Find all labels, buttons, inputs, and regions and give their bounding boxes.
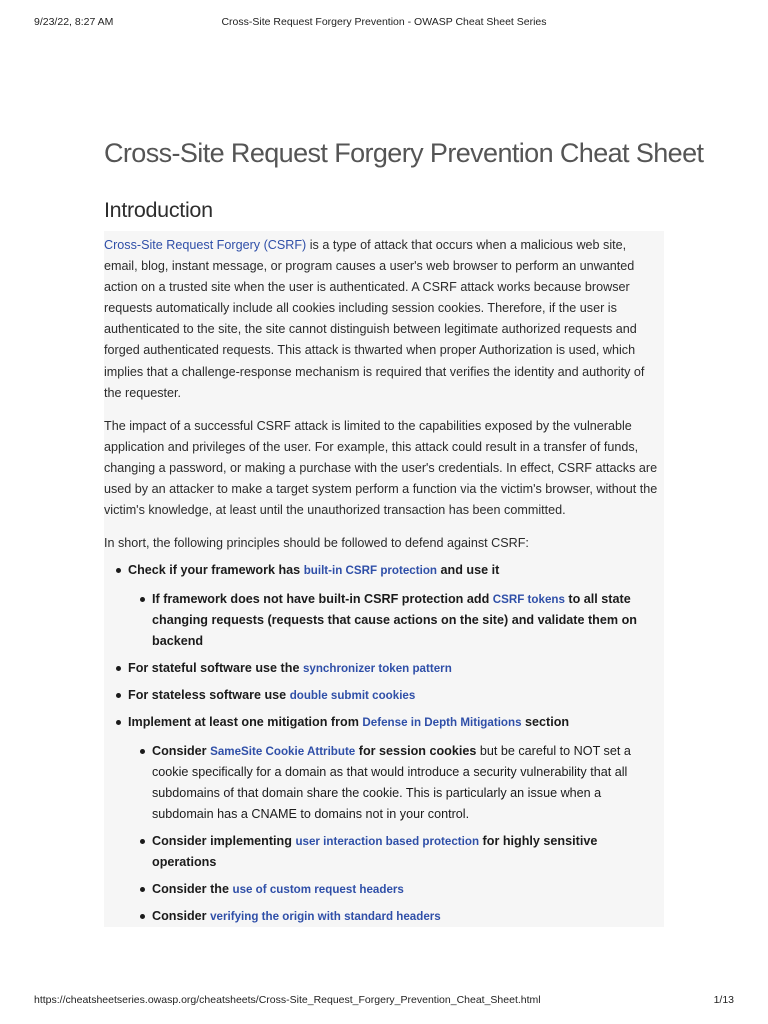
list-item: Consider the use of custom request headers	[128, 879, 664, 900]
bullet-icon	[116, 720, 121, 725]
principles-list	[104, 560, 664, 927]
intro-paragraph-1-text: is a type of attack that occurs when a malicious web site, email, blog, instant message, or program causes a user's web browser to perform an unwanted action on a trusted site when the user is authenticated. A CSRF attack works because browser requests automatically include all cookies including session cookies. Therefore, if the user is authenticated to the site, the site cannot distinguish between legitimate authorized requests and forged authenticated requests. This attack is thwarted when proper Authorization is used, which implies that a challenge-response mechanism is required that verifies the identity and authority of the requester.	[104, 238, 645, 400]
built-in-csrf-protection-link[interactable]: built-in CSRF protection	[303, 564, 437, 578]
bullet-icon	[140, 839, 145, 844]
list-item: Implement at least one mitigation from Defense in Depth Mitigations section Consider SameSite Cookie Attribute for session cookies but be careful to NOT set a cookie specifically for a domain as that would introduce a security vulnerability that all subdomains of that domain share the cookie. This is particularly an issue when a subdomain has a CNAME to domains not in your control. Consider implementing user interaction based protection for highly sensitive operations Consider the use of custom request headers Consider verifying the origin with standard headers	[104, 712, 664, 927]
user-interaction-protection-link[interactable]: user interaction based protection	[295, 835, 480, 849]
bullet-icon	[140, 887, 145, 892]
list-item: For stateless software use double submit cookies	[104, 685, 664, 706]
print-header	[34, 16, 734, 30]
bullet-icon	[140, 914, 145, 919]
list-item: Consider implementing user interaction based protection for highly sensitive operations	[128, 831, 664, 873]
print-datetime: 9/23/22, 8:27 AM	[34, 16, 114, 28]
introduction-block	[104, 231, 664, 927]
intro-paragraph-2: The impact of a successful CSRF attack is limited to the capabilities exposed by the vulnerable application and privileges of the user. For example, this attack could result in a transfer of funds, changing a password, or making a purchase with the user's credentials. In effect, CSRF attacks are used by an attacker to make a target system perform a function via the victim's browser, without the victim's knowledge, at least until the unauthorized transaction has been committed.	[104, 418, 658, 518]
print-footer	[34, 994, 734, 1008]
synchronizer-token-pattern-link[interactable]: synchronizer token pattern	[302, 662, 452, 676]
csrf-definition-link[interactable]: Cross-Site Request Forgery (CSRF)	[104, 238, 307, 252]
sub-list	[128, 589, 664, 652]
samesite-cookie-attribute-link[interactable]: SameSite Cookie Attribute	[210, 745, 356, 759]
bullet-icon	[116, 568, 121, 573]
list-item: Consider verifying the origin with standard headers	[128, 906, 664, 927]
article-content	[104, 138, 704, 933]
list-item: Consider SameSite Cookie Attribute for session cookies but be careful to NOT set a cookie specifically for a domain as that would introduce a security vulnerability that all subdomains of that domain share the cookie. This is particularly an issue when a subdomain has a CNAME to domains not in your control.	[128, 741, 664, 825]
list-item: If framework does not have built-in CSRF protection add CSRF tokens to all state changing requests (requests that cause actions on the site) and validate them on backend	[128, 589, 664, 652]
double-submit-cookies-link[interactable]: double submit cookies	[289, 689, 416, 703]
csrf-tokens-link[interactable]: CSRF tokens	[492, 593, 565, 607]
bullet-icon	[140, 749, 145, 754]
bullet-icon	[116, 666, 121, 671]
sub-list	[128, 741, 664, 927]
page-number: 1/13	[713, 994, 734, 1006]
print-url: https://cheatsheetseries.owasp.org/cheatsheets/Cross-Site_Request_Forgery_Prevention_Cheat_Sheet.html	[34, 994, 541, 1006]
bullet-icon	[140, 597, 145, 602]
verifying-origin-link[interactable]: verifying the origin with standard headers	[210, 910, 441, 924]
intro-paragraph-1	[104, 235, 664, 404]
section-title-introduction: Introduction	[104, 198, 213, 222]
print-document-title: Cross-Site Request Forgery Prevention - OWASP Cheat Sheet Series	[221, 16, 547, 28]
list-item: For stateful software use the synchronizer token pattern	[104, 658, 664, 679]
list-item: Check if your framework has built-in CSRF protection and use it If framework does not have built-in CSRF protection add CSRF tokens to all state changing requests (requests that cause actions on the site) and validate them on backend	[104, 560, 664, 652]
defense-in-depth-link[interactable]: Defense in Depth Mitigations	[362, 716, 522, 730]
custom-request-headers-link[interactable]: use of custom request headers	[232, 883, 404, 897]
page-title: Cross-Site Request Forgery Prevention Cheat Sheet	[104, 138, 704, 168]
intro-paragraph-3: In short, the following principles should be followed to defend against CSRF:	[104, 536, 529, 551]
bullet-icon	[116, 693, 121, 698]
